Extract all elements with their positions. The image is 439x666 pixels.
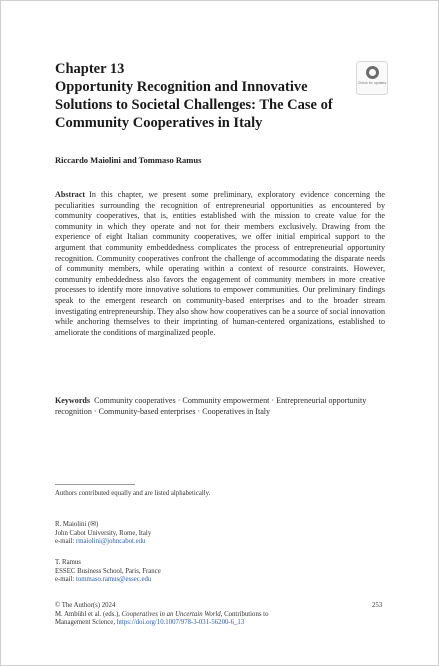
abstract-text: In this chapter, we present some preliminary, exploratory evidence concerning the peculiarities surrounding the recognition of entrepreneurial opportunities as encountered by community cooperatives, that is, entities established with the mission to create value for the community in which they operate and not for their members exclusively. Drawing from the experience of eight Italian community cooperatives, we offer initial empirical support to the argument that community embeddedness complicates the process of entrepreneurial opportunity recognition. Community cooperatives confront the challenge of accommodating the disparate needs of community members, while operating within a context of resource constraints. However, community embeddedness also favors the engagement of community members in more creative processes to identify more innovative solutions to empower communities. Our preliminary findings speak to the emergent research on community-based enterprises and to the broader stream investigating entrepreneurship. They also show how cooperatives can be a source of social innovation while anchoring themselves to their imprinting of human-centered organizations, established to ameliorate the conditions of marginalized people. [55,190,385,337]
affiliation-block [55,521,355,547]
email-link[interactable]: tommaso.ramus@essec.edu [75,576,152,584]
affiliation-name: R. Maiolini (✉) [55,521,99,528]
author-list: Riccardo Maiolini and Tommaso Ramus [55,155,202,165]
keywords [55,396,385,417]
keywords-text: Community cooperatives · Community empowerment · Entrepreneurial opportunity recognition · Community-based enterprises · Cooperatives in Italy [55,396,367,416]
citation-series: , Contributions to [220,610,269,618]
check-for-updates-badge[interactable] [356,61,388,95]
email-prefix: e-mail: [55,576,76,584]
affiliation-institution: John Cabot University, Rome, Italy [55,529,152,537]
check-for-updates-icon [366,66,379,79]
email-prefix: e-mail: [55,538,76,546]
affiliation-block [55,559,355,585]
affiliation-institution: ESSEC Business School, Paris, France [55,567,161,575]
page-number: 253 [372,602,383,609]
email-link[interactable]: rmaiolini@johncabot.edu [75,538,146,546]
affiliation-email-line [55,576,355,585]
affiliation-email-line [55,538,355,547]
copyright-block [55,602,335,628]
badge-text: Check for updates [357,81,387,85]
affiliation-name: T. Ramus [55,559,81,566]
copyright-line: © The Author(s) 2024 [55,602,116,609]
citation-series-cont: Management Science, [55,619,117,627]
abstract-label: Abstract [55,190,86,199]
doi-link[interactable]: https://doi.org/10.1007/978-3-031-56200-6_13 [116,619,245,627]
chapter-label: Chapter 13 [55,61,125,77]
citation-editors: M. Ambühl et al. (eds.), [55,610,122,618]
footnote-divider [55,484,135,485]
book-title: Cooperatives in an Uncertain World [121,610,221,618]
chapter-title: Opportunity Recognition and Innovative Solutions to Societal Challenges: The Case of Community Cooperatives in Italy [55,79,333,131]
citation-doi-line [55,619,335,628]
keywords-label: Keywords [55,396,91,405]
abstract [55,190,385,338]
footnote: Authors contributed equally and are listed alphabetically. [55,490,211,497]
citation-line [55,611,335,620]
